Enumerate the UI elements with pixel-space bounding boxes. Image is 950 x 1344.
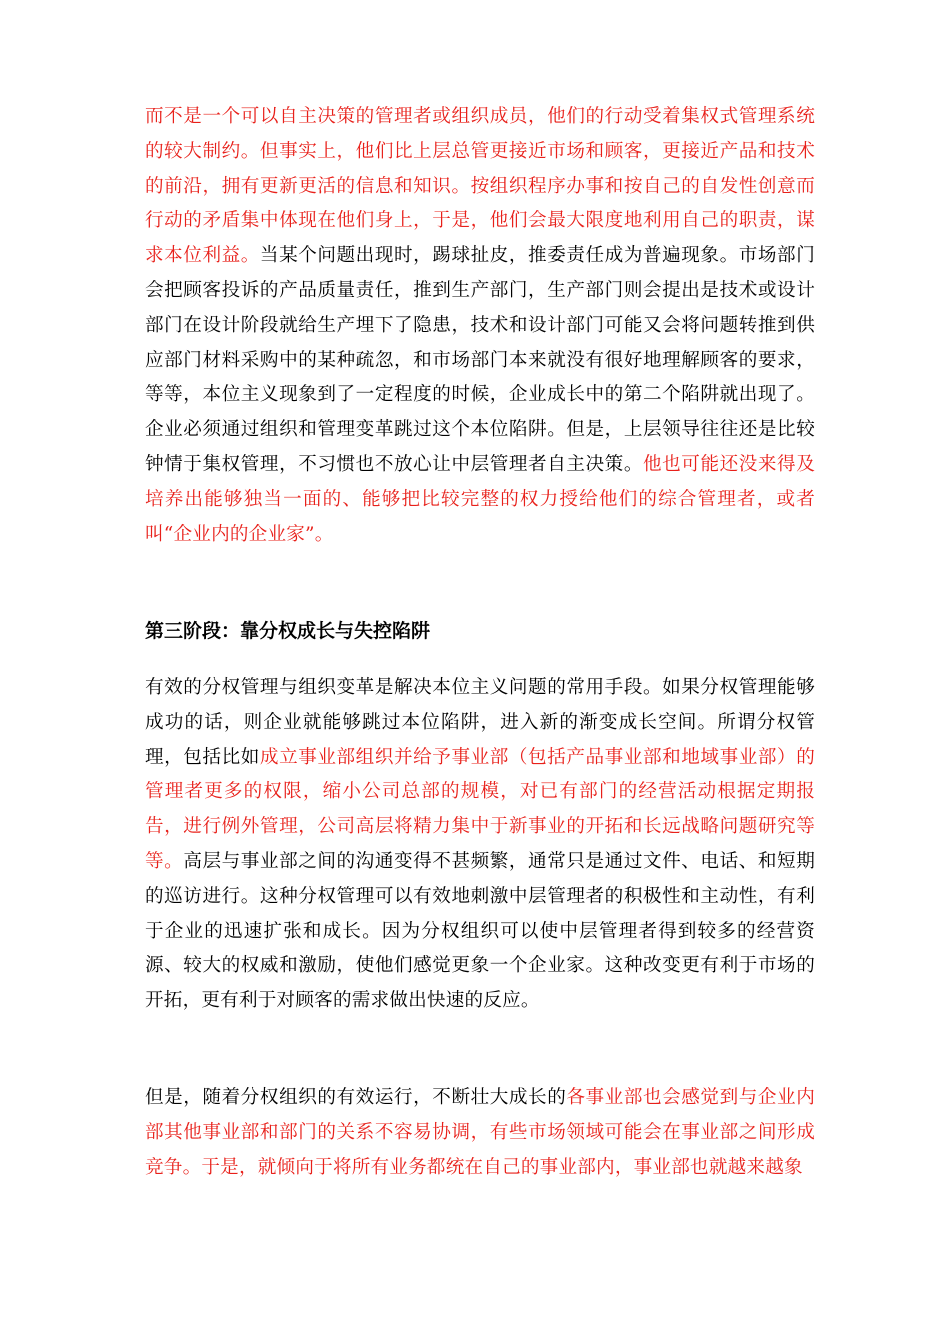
highlighted-text: 他也可能还没来得及培养出能够独当一面的、能够把比较完整的权力授给他们的综合管理者，或者叫“企业内的企业家”。	[145, 453, 816, 545]
body-text: 高层与事业部之间的沟通变得不甚频繁，通常只是通过文件、电话、和短期的巡访进行。这种分权管理可以有效地刺激中层管理者的积极性和主动性，有利于企业的迅速扩张和成长。因为分权组织可以使中层管理者得到较多的经营资源、较大的权威和激励，使他们感觉更象一个企业家。这种改变更有利于市场的开拓，更有利于对顾客的需求做出快速的反应。	[145, 850, 815, 1012]
paragraph-3	[145, 1081, 815, 1185]
body-text: 当某个问题出现时，踢球扯皮，推委责任成为普遍现象。市场部门会把顾客投诉的产品质量责任，推到生产部门，生产部门则会提出是技术或设计部门在设计阶段就给生产埋下了隐患，技术和设计部门可能又会将问题转推到供应部门材料采购中的某种疏忽，和市场部门本来就没有很好地理解顾客的要求，等等，本位主义现象到了一定程度的时候，企业成长中的第二个陷阱就出现了。企业必须通过组织和管理变革跳过这个本位陷阱。但是，上层领导往往还是比较钟情于集权管理，不习惯也不放心让中层管理者自主决策。	[145, 245, 815, 475]
body-text: 有效的分权管理与组织变革是解决本位主义问题的常用手段。如果分权管理能够成功的话，则企业就能够跳过本位陷阱，进入新的渐变成长空间。所谓分权管理，包括比如	[145, 677, 815, 768]
highlighted-text: 成立事业部组织并给予事业部（包括产品事业部和地域事业部）的管理者更多的权限，缩小公司总部的规模，对已有部门的经营活动根据定期报告，进行例外管理，公司高层将精力集中于新事业的开拓和长远战略问题研究等等。	[145, 746, 815, 872]
highlighted-text: 而不是一个可以自主决策的管理者或组织成员，他们的行动受着集权式管理系统的较大制约。但事实上，他们比上层总管更接近市场和顾客，更接近产品和技术的前沿，拥有更新更活的信息和知识。按组织程序办事和按自己的自发性创意而行动的矛盾集中体现在他们身上，于是，他们会最大限度地利用自己的职责，谋求本位利益。	[145, 106, 815, 267]
paragraph-1	[145, 100, 815, 552]
paragraph-2	[145, 671, 815, 1019]
body-text: 但是，随着分权组织的有效运行，不断壮大成长的	[145, 1087, 567, 1108]
highlighted-text: 各事业部也会感觉到与企业内部其他事业部和部门的关系不容易协调，有些市场领域可能会在事业部之间形成竞争。于是，就倾向于将所有业务都统在自己的事业部内，事业部也就越来越象	[145, 1087, 815, 1178]
section-heading: 第三阶段：靠分权成长与失控陷阱	[145, 620, 431, 642]
